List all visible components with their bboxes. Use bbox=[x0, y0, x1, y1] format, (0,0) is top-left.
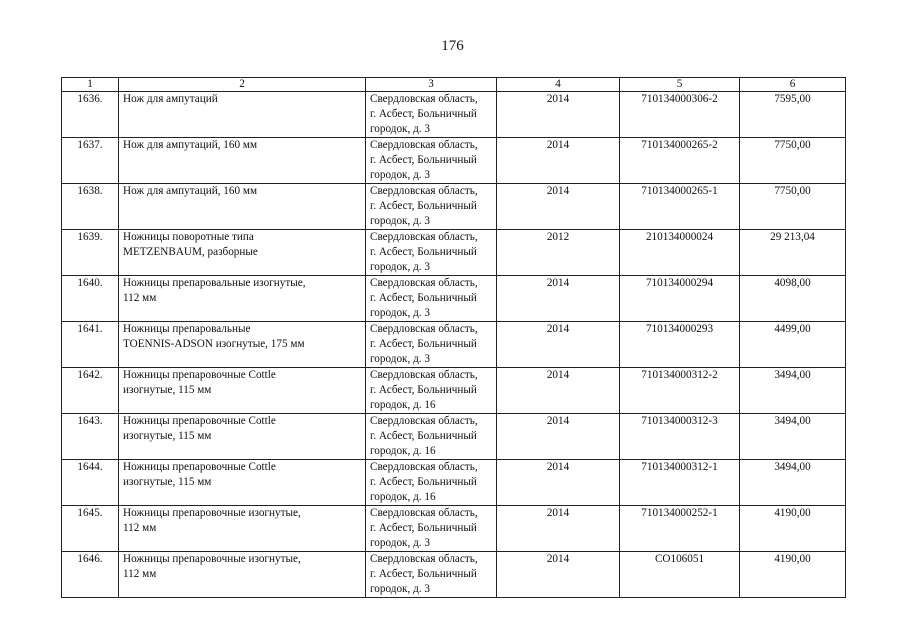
year-cell: 2014 bbox=[497, 92, 620, 138]
year-cell: 2014 bbox=[497, 184, 620, 230]
cost-cell: 3494,00 bbox=[740, 414, 846, 460]
row-number-cell: 1640. bbox=[62, 276, 119, 322]
address-cell-line: городок, д. 3 bbox=[370, 537, 430, 549]
item-name-cell bbox=[119, 414, 366, 460]
table-row bbox=[62, 368, 846, 414]
address-cell bbox=[366, 138, 497, 184]
row-number-cell: 1645. bbox=[62, 506, 119, 552]
cost-cell: 29 213,04 bbox=[740, 230, 846, 276]
address-cell-line: городок, д. 3 bbox=[370, 307, 430, 319]
address-cell-line: Свердловская область, bbox=[370, 231, 478, 243]
year-cell: 2014 bbox=[497, 322, 620, 368]
table-row bbox=[62, 230, 846, 276]
item-name-cell bbox=[119, 552, 366, 598]
inventory-number-cell: 210134000024 bbox=[620, 230, 740, 276]
year-cell: 2014 bbox=[497, 276, 620, 322]
address-cell bbox=[366, 368, 497, 414]
year-cell: 2014 bbox=[497, 552, 620, 598]
table-row bbox=[62, 138, 846, 184]
address-cell bbox=[366, 322, 497, 368]
address-cell-line: городок, д. 3 bbox=[370, 353, 430, 365]
address-cell-line: Свердловская область, bbox=[370, 93, 478, 105]
address-cell-line: Свердловская область, bbox=[370, 415, 478, 427]
page-number: 176 bbox=[441, 38, 464, 54]
table-row bbox=[62, 552, 846, 598]
item-name-cell bbox=[119, 368, 366, 414]
address-cell-line: Свердловская область, bbox=[370, 139, 478, 151]
item-name-cell-line: TOENNIS-ADSON изогнутые, 175 мм bbox=[123, 338, 305, 350]
item-name-cell-line: Нож для ампутаций, 160 мм bbox=[123, 139, 258, 151]
row-number-cell: 1636. bbox=[62, 92, 119, 138]
row-number-cell: 1644. bbox=[62, 460, 119, 506]
cost-cell: 4098,00 bbox=[740, 276, 846, 322]
inventory-number-cell: 710134000312-1 bbox=[620, 460, 740, 506]
item-name-cell-line: METZENBAUM, разборные bbox=[123, 246, 258, 258]
item-name-cell-line: Ножницы препаровальные изогнутые, bbox=[123, 277, 306, 289]
inventory-number-cell: 710134000312-3 bbox=[620, 414, 740, 460]
item-name-cell bbox=[119, 92, 366, 138]
column-header-5: 5 bbox=[620, 78, 740, 92]
address-cell bbox=[366, 552, 497, 598]
year-cell: 2012 bbox=[497, 230, 620, 276]
table-row bbox=[62, 92, 846, 138]
address-cell bbox=[366, 184, 497, 230]
item-name-cell bbox=[119, 506, 366, 552]
cost-cell: 3494,00 bbox=[740, 460, 846, 506]
item-name-cell-line: Ножницы препаровочные Cottle bbox=[123, 415, 276, 427]
address-cell bbox=[366, 506, 497, 552]
address-cell-line: городок, д. 16 bbox=[370, 399, 436, 411]
address-cell-line: Свердловская область, bbox=[370, 185, 478, 197]
item-name-cell-line: Ножницы препаровальные bbox=[123, 323, 251, 335]
address-cell-line: г. Асбест, Больничный bbox=[370, 476, 477, 488]
inventory-number-cell: СО106051 bbox=[620, 552, 740, 598]
inventory-number-cell: 710134000294 bbox=[620, 276, 740, 322]
item-name-cell bbox=[119, 322, 366, 368]
address-cell-line: г. Асбест, Больничный bbox=[370, 246, 477, 258]
item-name-cell-line: Ножницы препаровочные изогнутые, bbox=[123, 507, 301, 519]
inventory-number-cell: 710134000252-1 bbox=[620, 506, 740, 552]
address-cell-line: городок, д. 3 bbox=[370, 583, 430, 595]
address-cell-line: г. Асбест, Больничный bbox=[370, 200, 477, 212]
inventory-number-cell: 710134000265-1 bbox=[620, 184, 740, 230]
year-cell: 2014 bbox=[497, 368, 620, 414]
year-cell: 2014 bbox=[497, 506, 620, 552]
address-cell bbox=[366, 414, 497, 460]
cost-cell: 4499,00 bbox=[740, 322, 846, 368]
cost-cell: 3494,00 bbox=[740, 368, 846, 414]
item-name-cell-line: изогнутые, 115 мм bbox=[123, 384, 212, 396]
row-number-cell: 1643. bbox=[62, 414, 119, 460]
address-cell-line: г. Асбест, Больничный bbox=[370, 108, 477, 120]
column-header-4: 4 bbox=[497, 78, 620, 92]
row-number-cell: 1639. bbox=[62, 230, 119, 276]
row-number-cell: 1637. bbox=[62, 138, 119, 184]
item-name-cell-line: 112 мм bbox=[123, 522, 157, 534]
inventory-number-cell: 710134000312-2 bbox=[620, 368, 740, 414]
address-cell bbox=[366, 460, 497, 506]
address-cell-line: городок, д. 16 bbox=[370, 445, 436, 457]
address-cell-line: Свердловская область, bbox=[370, 507, 478, 519]
address-cell-line: г. Асбест, Больничный bbox=[370, 522, 477, 534]
row-number-cell: 1646. bbox=[62, 552, 119, 598]
address-cell-line: Свердловская область, bbox=[370, 277, 478, 289]
column-header-6: 6 bbox=[740, 78, 846, 92]
address-cell-line: городок, д. 3 bbox=[370, 215, 430, 227]
address-cell-line: г. Асбест, Больничный bbox=[370, 292, 477, 304]
inventory-number-cell: 710134000306-2 bbox=[620, 92, 740, 138]
item-name-cell-line: Ножницы препаровочные изогнутые, bbox=[123, 553, 301, 565]
row-number-cell: 1641. bbox=[62, 322, 119, 368]
item-name-cell bbox=[119, 460, 366, 506]
address-cell-line: г. Асбест, Больничный bbox=[370, 384, 477, 396]
cost-cell: 4190,00 bbox=[740, 506, 846, 552]
item-name-cell-line: Нож для ампутаций, 160 мм bbox=[123, 185, 258, 197]
address-cell bbox=[366, 92, 497, 138]
address-cell-line: Свердловская область, bbox=[370, 461, 478, 473]
address-cell-line: Свердловская область, bbox=[370, 553, 478, 565]
address-cell-line: городок, д. 3 bbox=[370, 123, 430, 135]
item-name-cell-line: Ножницы препаровочные Cottle bbox=[123, 369, 276, 381]
property-registry-table bbox=[61, 77, 846, 598]
address-cell-line: городок, д. 3 bbox=[370, 261, 430, 273]
item-name-cell-line: изогнутые, 115 мм bbox=[123, 476, 212, 488]
item-name-cell-line: Нож для ампутаций bbox=[123, 93, 218, 105]
address-cell-line: городок, д. 3 bbox=[370, 169, 430, 181]
address-cell-line: г. Асбест, Больничный bbox=[370, 338, 477, 350]
table-row bbox=[62, 414, 846, 460]
row-number-cell: 1638. bbox=[62, 184, 119, 230]
column-header-1: 1 bbox=[62, 78, 119, 92]
year-cell: 2014 bbox=[497, 138, 620, 184]
cost-cell: 4190,00 bbox=[740, 552, 846, 598]
row-number-cell: 1642. bbox=[62, 368, 119, 414]
table-row bbox=[62, 184, 846, 230]
table-row bbox=[62, 276, 846, 322]
column-header-2: 2 bbox=[119, 78, 366, 92]
item-name-cell bbox=[119, 230, 366, 276]
item-name-cell-line: 112 мм bbox=[123, 292, 157, 304]
item-name-cell-line: изогнутые, 115 мм bbox=[123, 430, 212, 442]
cost-cell: 7595,00 bbox=[740, 92, 846, 138]
column-header-3: 3 bbox=[366, 78, 497, 92]
item-name-cell bbox=[119, 184, 366, 230]
address-cell-line: городок, д. 16 bbox=[370, 491, 436, 503]
year-cell: 2014 bbox=[497, 460, 620, 506]
address-cell bbox=[366, 230, 497, 276]
item-name-cell bbox=[119, 138, 366, 184]
inventory-number-cell: 710134000293 bbox=[620, 322, 740, 368]
table-row bbox=[62, 460, 846, 506]
address-cell-line: Свердловская область, bbox=[370, 323, 478, 335]
table-row bbox=[62, 506, 846, 552]
item-name-cell-line: Ножницы поворотные типа bbox=[123, 231, 254, 243]
table-body bbox=[62, 92, 846, 598]
cost-cell: 7750,00 bbox=[740, 184, 846, 230]
item-name-cell-line: 112 мм bbox=[123, 568, 157, 580]
address-cell-line: г. Асбест, Больничный bbox=[370, 430, 477, 442]
address-cell bbox=[366, 276, 497, 322]
table-row bbox=[62, 322, 846, 368]
year-cell: 2014 bbox=[497, 414, 620, 460]
inventory-number-cell: 710134000265-2 bbox=[620, 138, 740, 184]
item-name-cell bbox=[119, 276, 366, 322]
cost-cell: 7750,00 bbox=[740, 138, 846, 184]
item-name-cell-line: Ножницы препаровочные Cottle bbox=[123, 461, 276, 473]
address-cell-line: г. Асбест, Больничный bbox=[370, 568, 477, 580]
address-cell-line: г. Асбест, Больничный bbox=[370, 154, 477, 166]
address-cell-line: Свердловская область, bbox=[370, 369, 478, 381]
column-number-row bbox=[62, 78, 846, 92]
